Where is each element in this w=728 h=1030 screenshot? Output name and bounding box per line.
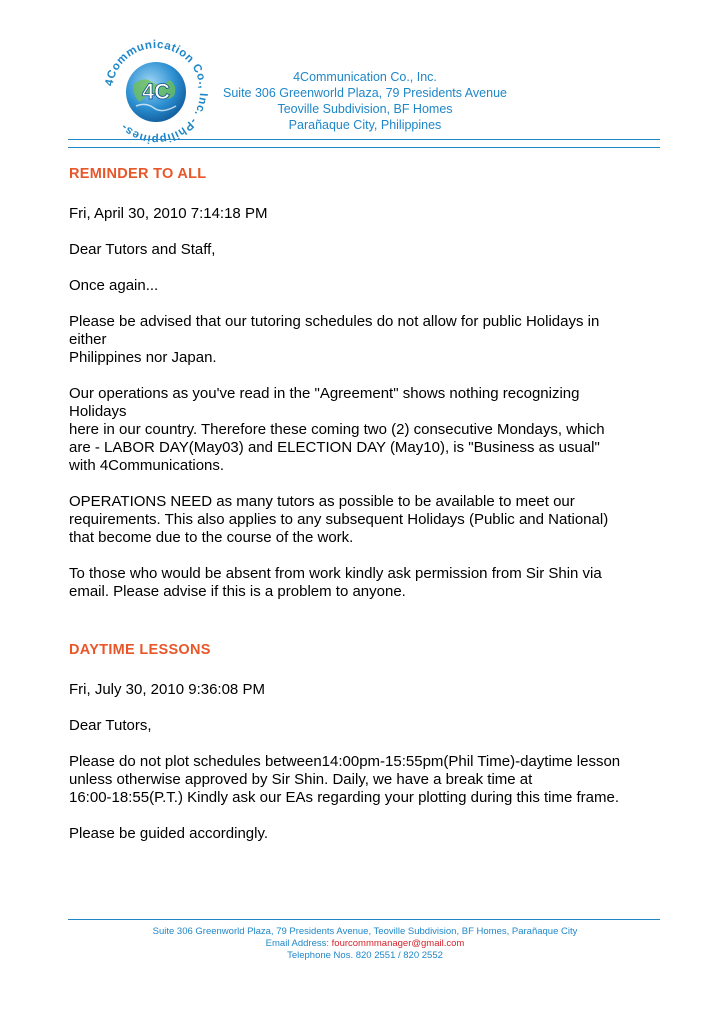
memo-title: DAYTIME LESSONS xyxy=(69,642,211,658)
address-line-1: Suite 306 Greenworld Plaza, 79 Presidents Avenue xyxy=(223,86,507,100)
memo-paragraph: Please do not plot schedules between14:00pm-15:55pm(Phil Time)-daytime lesson unless otherwise approved by Sir Shin. Daily, we have a break time at 16:00-18:55(P.T.) Kindly ask our EAs regarding your plotting during this time frame. xyxy=(69,753,621,806)
footer-phones: Telephone Nos. 820 2551 / 820 2552 xyxy=(287,950,443,961)
memo-datetime: Fri, July 30, 2010 9:36:08 PM xyxy=(69,681,265,698)
memo-datetime: Fri, April 30, 2010 7:14:18 PM xyxy=(69,205,268,222)
address-line-3: Parañaque City, Philippines xyxy=(288,118,442,132)
memo-paragraph: Our operations as you've read in the "Agreement" shows nothing recognizing Holidays here in our country. Therefore these coming two (2) consecutive Mondays, which are - LABOR DAY(May03) and ELECTION DAY (May10), is "Business as usual" with 4Communications. xyxy=(69,385,605,474)
memo-paragraph: Please be advised that our tutoring schedules do not allow for public Holidays in either Philippines nor Japan. xyxy=(69,313,600,366)
memo-paragraph: Once again... xyxy=(69,277,159,294)
footer-divider xyxy=(68,919,660,920)
memo-content xyxy=(69,165,669,861)
memo-salutation: Dear Tutors, xyxy=(69,717,152,734)
footer-email-line xyxy=(100,938,630,950)
memo-paragraph: To those who would be absent from work kindly ask permission from Sir Shin via email. Please advise if this is a problem to anyone. xyxy=(69,565,602,600)
memo-title: REMINDER TO ALL xyxy=(69,166,207,182)
address-line-2: Teoville Subdivision, BF Homes xyxy=(277,102,453,116)
memo-paragraph: OPERATIONS NEED as many tutors as possible to be available to meet our requirements. This also applies to any subsequent Holidays (Public and National) that become due to the course of the work. xyxy=(69,493,609,546)
footer-email-label: Email Address: xyxy=(265,938,332,949)
header-divider-top xyxy=(68,139,660,140)
footer-address: Suite 306 Greenworld Plaza, 79 Presidents Avenue, Teoville Subdivision, BF Homes, Parañaque City xyxy=(152,926,578,937)
memo-daytime-lessons xyxy=(69,641,669,843)
footer-email-link[interactable]: fourcommmanager@gmail.com xyxy=(331,938,465,949)
memo-salutation: Dear Tutors and Staff, xyxy=(69,241,216,258)
footer xyxy=(100,926,630,962)
memo-paragraph: Please be guided accordingly. xyxy=(69,825,269,842)
company-name: 4Communication Co., Inc. xyxy=(293,70,437,84)
memo-reminder xyxy=(69,165,669,601)
logo-center-text: 4C xyxy=(141,79,171,104)
header-divider-bottom xyxy=(68,147,660,148)
logo-ring-text: 4Communication Co., Inc. -Philippines- xyxy=(103,38,210,146)
company-address-block xyxy=(200,69,530,133)
company-logo xyxy=(100,36,212,148)
